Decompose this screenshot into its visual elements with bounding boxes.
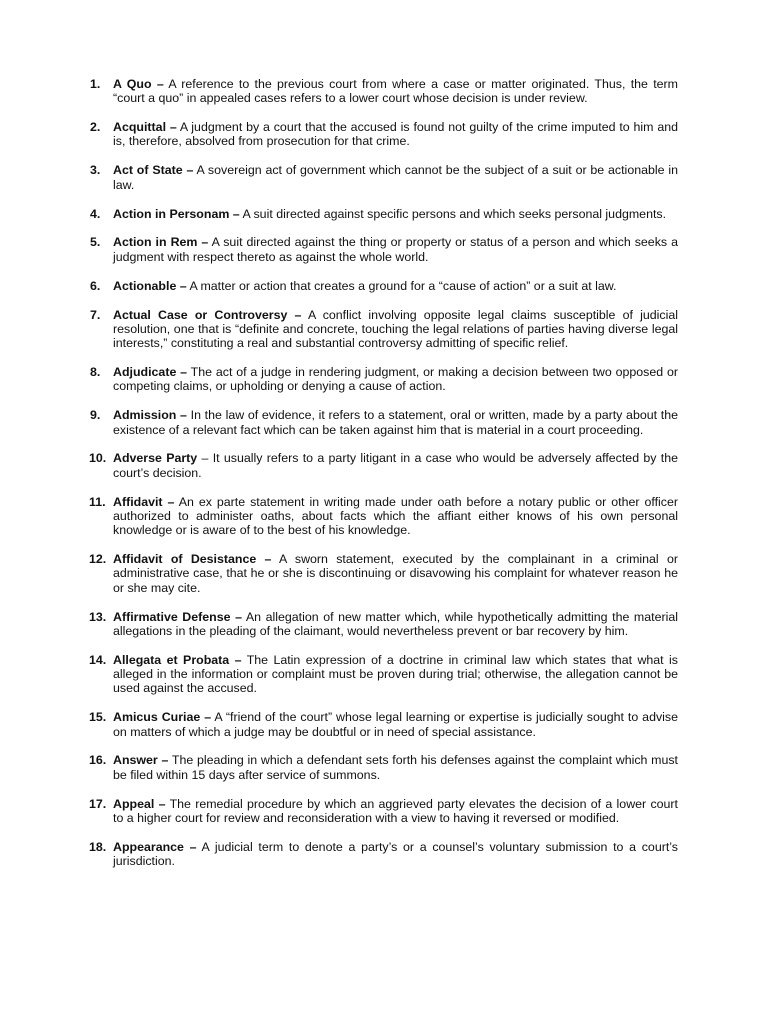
glossary-entry bbox=[90, 77, 678, 106]
entry-definition: A judicial term to denote a party’s or a counsel’s voluntary submission to a court’s jurisdiction. bbox=[113, 839, 679, 869]
entry-definition: An ex parte statement in writing made under oath before a notary public or other officer authorized to administer oaths, about facts which the affiant either knows of his own personal knowledge or is aware of to the best of his knowledge. bbox=[113, 494, 678, 538]
glossary-list bbox=[90, 77, 678, 868]
entry-number: 9. bbox=[90, 408, 101, 423]
glossary-entry bbox=[90, 235, 678, 264]
entry-number: 14. bbox=[89, 652, 107, 667]
entry-definition: The remedial procedure by which an aggrieved party elevates the decision of a lower court to a higher court for review and reconsideration with a view to having it reversed or modified. bbox=[113, 796, 678, 825]
entry-definition: A matter or action that creates a ground for a “cause of action” or a suit at law. bbox=[186, 278, 617, 293]
entry-number: 10. bbox=[89, 451, 107, 466]
entry-number: 16. bbox=[89, 753, 107, 768]
entry-definition: A “friend of the court” whose legal learning or expertise is judicially sought to advise on matters of which a judge may be doubtful or in need of special assistance. bbox=[113, 710, 678, 739]
entry-term: Action in Rem – bbox=[113, 235, 209, 250]
glossary-entry bbox=[90, 279, 678, 293]
entry-number: 13. bbox=[89, 609, 107, 624]
glossary-entry bbox=[90, 408, 678, 437]
entry-number: 11. bbox=[89, 494, 106, 509]
entry-number: 15. bbox=[89, 710, 107, 725]
glossary-entry bbox=[90, 653, 678, 696]
entry-definition: – It usually refers to a party litigant in a case who would be adversely affected by the court’s decision. bbox=[113, 451, 678, 480]
entry-definition: A suit directed against specific persons and which seeks personal judgments. bbox=[239, 206, 667, 221]
entry-definition: In the law of evidence, it refers to a statement, oral or written, made by a party about the existence of a relevant fact which can be taken against him that is material in a court proceeding. bbox=[113, 408, 678, 437]
entry-term: Affidavit of Desistance – bbox=[113, 552, 272, 567]
entry-term: Appearance – bbox=[113, 839, 197, 854]
entry-definition: The pleading in which a defendant sets forth his defenses against the complaint which must be filed within 15 days after service of summons. bbox=[113, 753, 679, 782]
entry-number: 12. bbox=[89, 552, 107, 567]
entry-term: Answer – bbox=[113, 753, 169, 768]
glossary-entry bbox=[90, 120, 678, 149]
glossary-entry bbox=[90, 797, 678, 826]
entry-number: 5. bbox=[90, 235, 101, 250]
glossary-entry bbox=[90, 308, 678, 351]
entry-definition: A conflict involving opposite legal claims susceptible of judicial resolution, one that is “definite and concrete, touching the legal relations of parties having diverse legal interests,” constituting a real and substantial controversy admitting of specific relief. bbox=[113, 307, 679, 351]
entry-term: Acquittal – bbox=[113, 120, 177, 135]
entry-number: 18. bbox=[89, 839, 107, 854]
entry-term: Amicus Curiae – bbox=[113, 710, 212, 725]
entry-number: 2. bbox=[90, 120, 101, 135]
entry-term: Allegata et Probata – bbox=[113, 652, 242, 667]
entry-definition: An allegation of new matter which, while hypothetically admitting the material allegations in the pleading of the claimant, would nevertheless prevent or bar recovery by him. bbox=[113, 609, 678, 638]
entry-term: A Quo – bbox=[113, 77, 164, 91]
entry-term: Adjudicate – bbox=[113, 365, 188, 380]
entry-number: 4. bbox=[90, 206, 101, 221]
glossary-entry bbox=[90, 610, 678, 639]
entry-term: Actionable – bbox=[113, 278, 187, 293]
glossary-entry bbox=[90, 552, 678, 595]
entry-definition: A sovereign act of government which cannot be the subject of a suit or be actionable in law. bbox=[113, 163, 678, 192]
glossary-entry bbox=[90, 753, 678, 782]
glossary-entry bbox=[90, 495, 678, 538]
entry-term: Act of State – bbox=[113, 163, 194, 178]
entry-definition: A suit directed against the thing or property or status of a person and which seeks a judgment with respect thereto as against the whole world. bbox=[113, 235, 678, 264]
entry-term: Appeal – bbox=[113, 796, 166, 811]
entry-definition: A reference to the previous court from where a case or matter originated. Thus, the term “court a quo” in appealed cases refers to a lower court whose decision is under review. bbox=[113, 77, 678, 106]
glossary-entry bbox=[90, 840, 678, 869]
entry-definition: The Latin expression of a doctrine in criminal law which states that what is alleged in the information or complaint must be proven during trial; otherwise, the allegation cannot be used against the accused. bbox=[113, 652, 678, 696]
entry-term: Admission – bbox=[113, 408, 187, 423]
glossary-entry bbox=[90, 365, 678, 394]
entry-number: 1. bbox=[90, 77, 101, 91]
entry-number: 6. bbox=[90, 278, 101, 293]
glossary-entry bbox=[90, 451, 678, 480]
entry-definition: A judgment by a court that the accused is found not guilty of the crime imputed to him and is, therefore, absolved from prosecution for that crime. bbox=[113, 120, 678, 149]
glossary-entry bbox=[90, 207, 678, 221]
entry-number: 8. bbox=[90, 365, 101, 380]
entry-term: Actual Case or Controversy – bbox=[113, 307, 302, 322]
glossary-entry bbox=[90, 163, 678, 192]
entry-term: Action in Personam – bbox=[113, 206, 240, 221]
entry-number: 7. bbox=[90, 307, 101, 322]
entry-number: 3. bbox=[90, 163, 101, 178]
entry-definition: A sworn statement, executed by the complainant in a criminal or administrative case, that he or she is discontinuing or disavowing his complaint for whatever reason he or she may cite. bbox=[113, 552, 678, 595]
entry-term: Affirmative Defense – bbox=[113, 609, 242, 624]
entry-definition: The act of a judge in rendering judgment, or making a decision between two opposed or competing claims, or upholding or denying a cause of action. bbox=[113, 365, 678, 394]
entry-term: Affidavit – bbox=[113, 494, 175, 509]
glossary-entry bbox=[90, 710, 678, 739]
entry-term: Adverse Party bbox=[113, 451, 198, 466]
entry-number: 17. bbox=[89, 796, 107, 811]
